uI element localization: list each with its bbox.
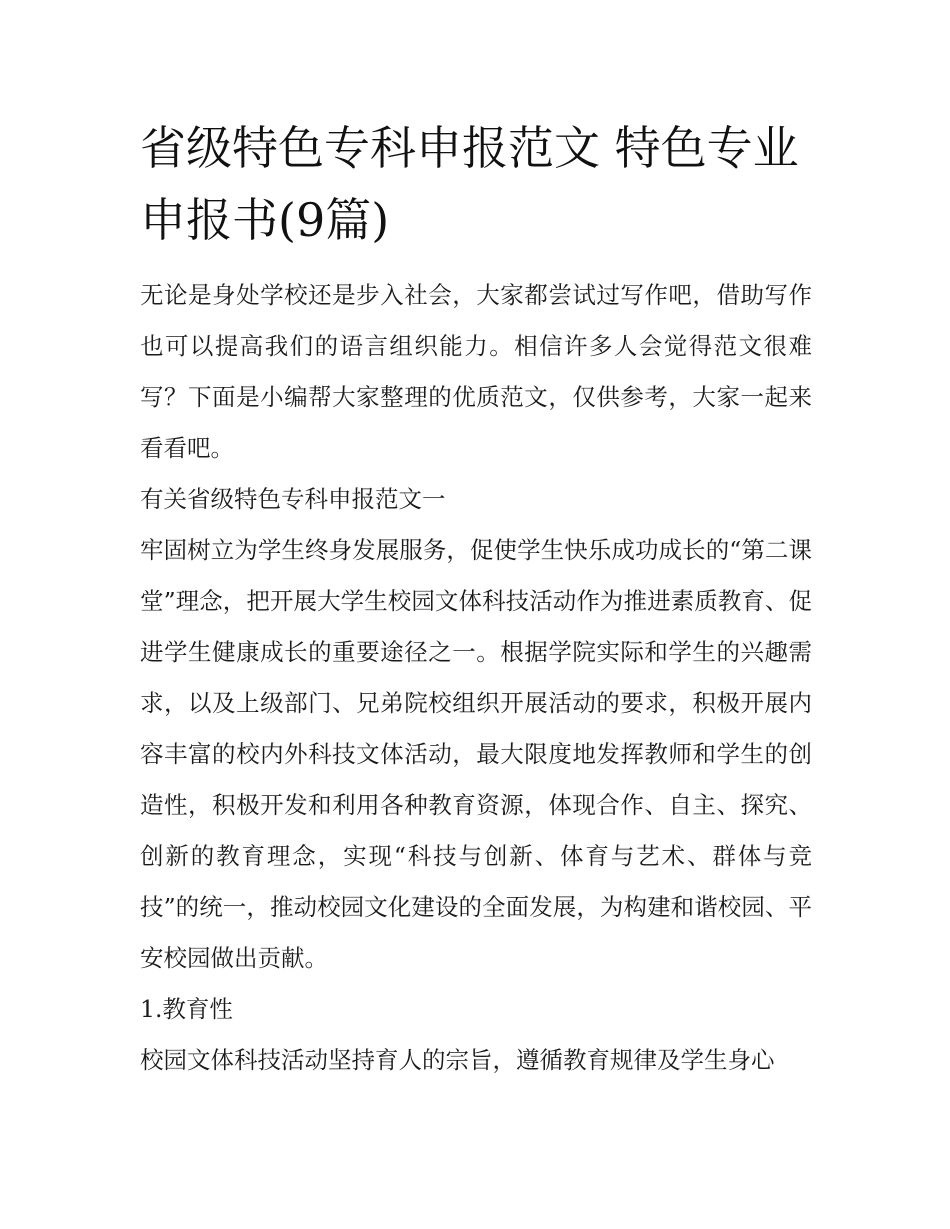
body-paragraph: 牢固树立为学生终身发展服务，促使学生快乐成功成长的“第二课堂”理念，把开展大学生校园文体科技活动作为推进素质教育、促进学生健康成长的重要途径之一。根据学院实际和学生的兴趣需求，以及上级部门、兄弟院校组织开展活动的要求，积极开展内容丰富的校内外科技文体活动，最大限度地发挥教师和学生的创造性，积极开发和利用各种教育资源，体现合作、自主、探究、创新的教育理念，实现“科技与创新、体育与艺术、群体与竞技”的统一，推动校园文化建设的全面发展，为构建和谐校园、平安校园做出贡献。 — [140, 536, 812, 972]
document-content — [140, 112, 812, 1086]
section-heading: 有关省级特色专科申报范文一 — [140, 485, 446, 513]
document-title: 省级特色专科申报范文 特色专业申报书(9篇) — [140, 121, 799, 247]
intro-paragraph: 无论是身处学校还是步入社会，大家都尝试过写作吧，借助写作也可以提高我们的语言组织能力。相信许多人会觉得范文很难写？下面是小编帮大家整理的优质范文，仅供参考，大家一起来看看吧。 — [140, 281, 812, 462]
item-paragraph: 校园文体科技活动坚持育人的宗旨，遵循教育规律及学生身心 — [140, 1046, 775, 1074]
item-heading: 1.教育性 — [140, 995, 233, 1023]
